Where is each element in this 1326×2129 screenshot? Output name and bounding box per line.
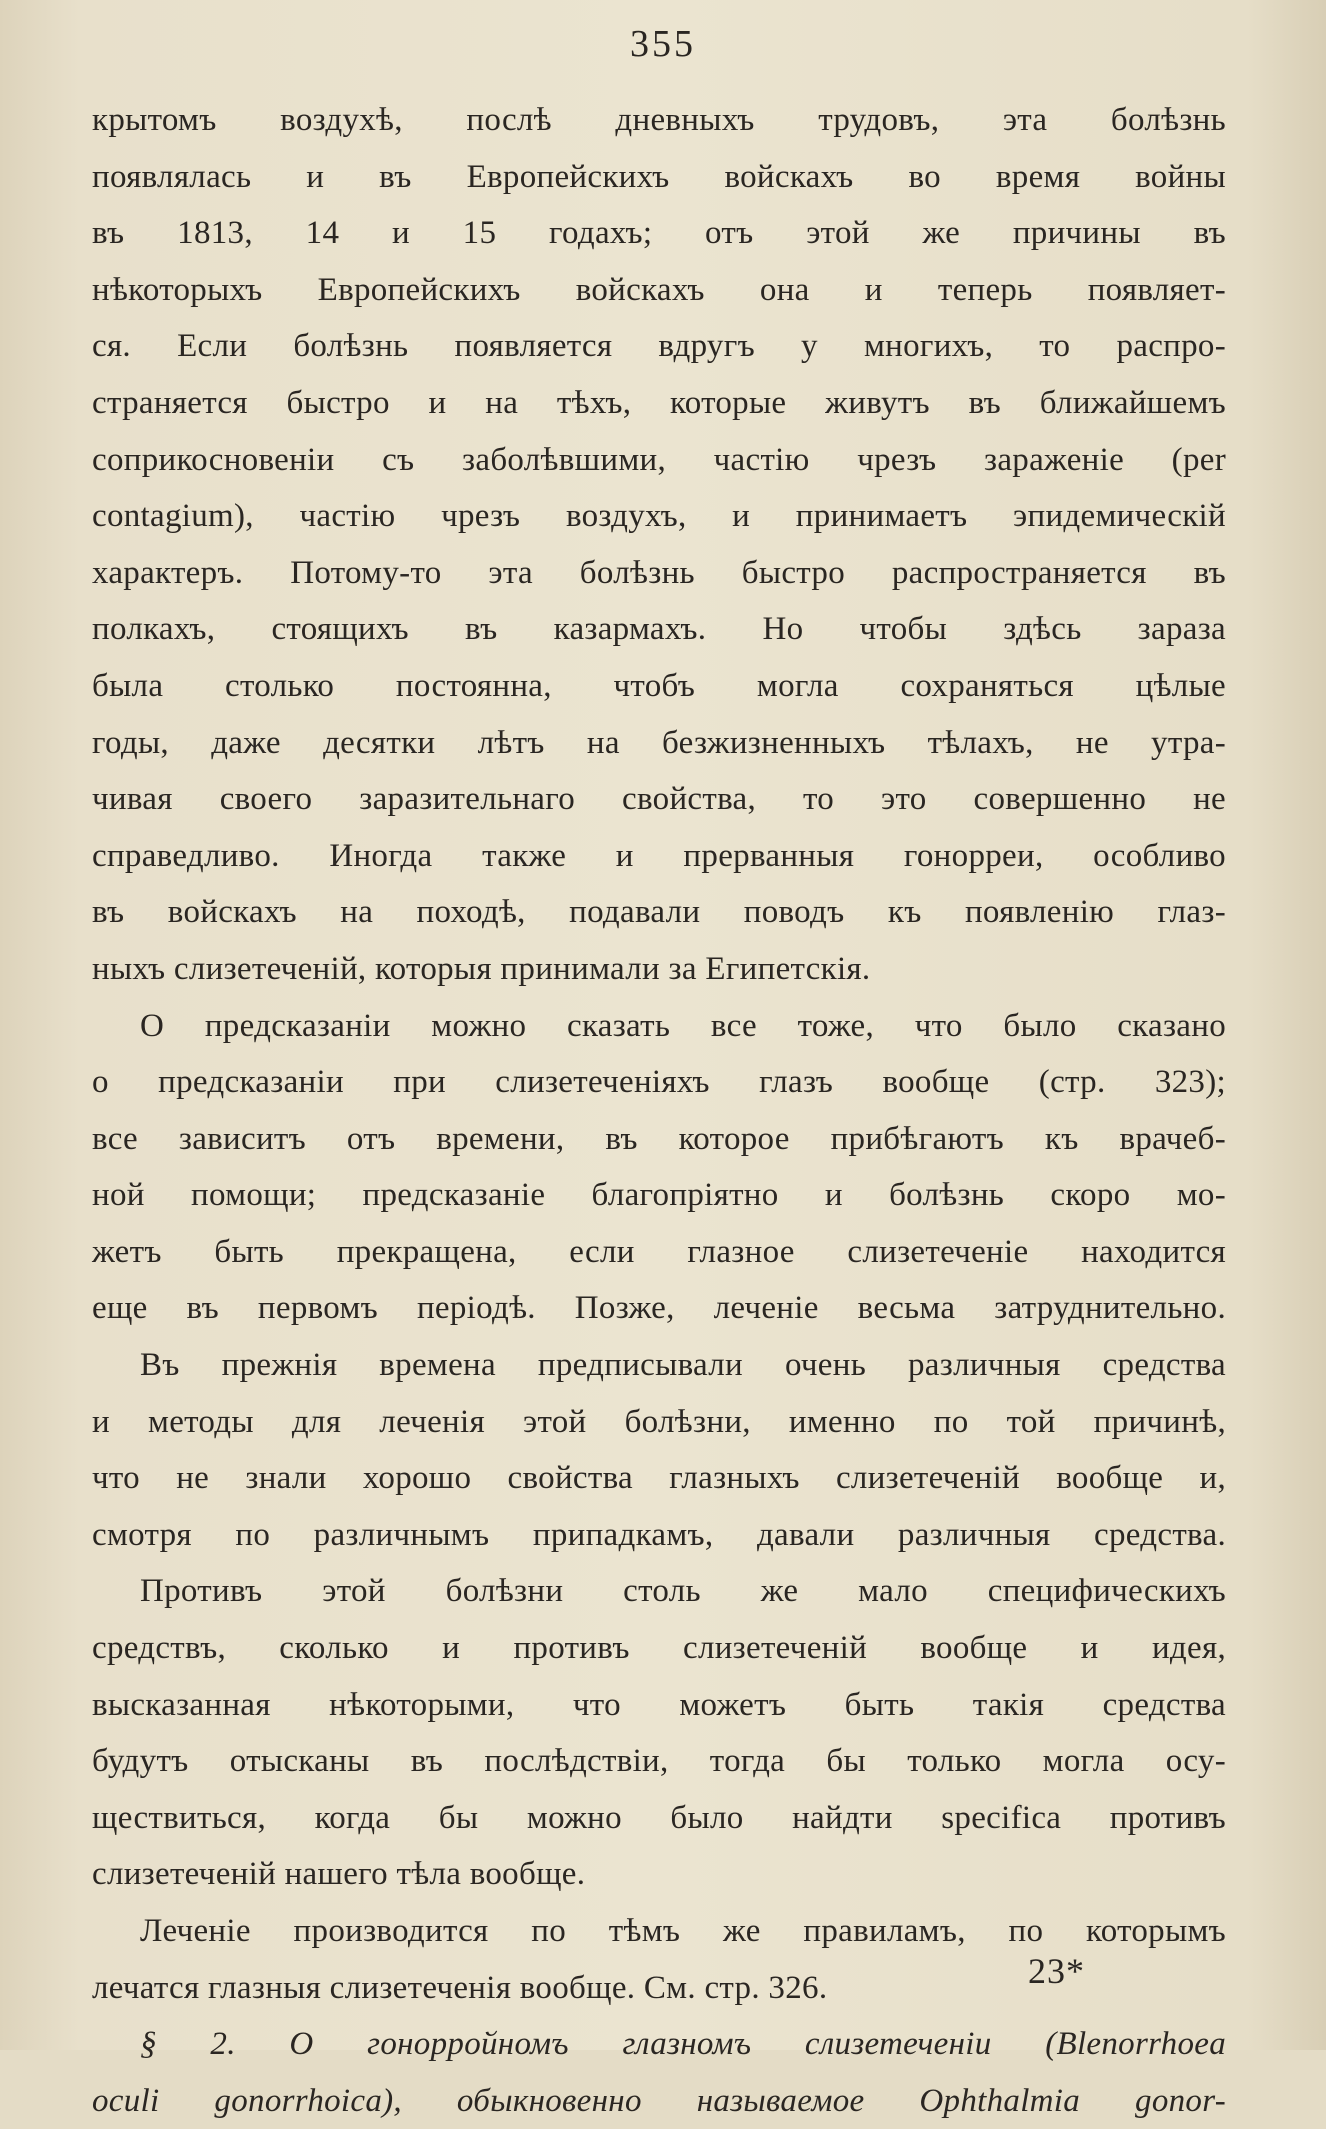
text-line: ныхъ слизетеченій, которыя принимали за Египетскія. [92, 950, 871, 987]
text-line: полкахъ, стоящихъ въ казармахъ. Но чтобы здѣсь зараза [92, 611, 1226, 648]
text-line: о предсказаніи при слизетеченіяхъ глазъ вообще (стр. 323); [92, 1064, 1226, 1101]
text-line: oculi gonorrhoica), обыкновенно называемое Ophthalmia gonor- [92, 2082, 1226, 2119]
text-line: годы, даже десятки лѣтъ на безжизненныхъ тѣлахъ, не утра- [92, 724, 1226, 761]
text-line: слизетеченій нашего тѣла вообще. [92, 1856, 586, 1893]
page-number: 355 [630, 23, 696, 65]
text-line: чивая своего заразительнаго свойства, то это совершенно не [92, 781, 1226, 818]
text-line: въ 1813, 14 и 15 годахъ; отъ этой же причины въ [92, 215, 1226, 252]
text-line: соприкосновеніи съ заболѣвшими, частію чрезъ зараженіе (per [92, 441, 1226, 478]
text-line: крытомъ воздухѣ, послѣ дневныхъ трудовъ, эта болѣзнь [92, 102, 1226, 138]
text-line: жетъ быть прекращена, если глазное слизетеченіе находится [92, 1233, 1226, 1270]
text-line: ной помощи; предсказаніе благопріятно и болѣзнь скоро мо- [92, 1177, 1226, 1214]
text-line: нѣкоторыхъ Европейскихъ войскахъ она и теперь появляет- [92, 271, 1226, 308]
text-line: что не знали хорошо свойства глазныхъ слизетеченій вообще и, [92, 1460, 1226, 1497]
signature-mark: 23* [1028, 1951, 1085, 1991]
text-line: характеръ. Потому-то эта болѣзнь быстро распространяется въ [92, 554, 1226, 591]
text-line: лечатся глазныя слизетеченія вообще. См. стр. 326. [92, 1969, 828, 2006]
text-line: будутъ отысканы въ послѣдствіи, тогда бы только могла осу- [92, 1743, 1226, 1780]
text-line: въ войскахъ на походѣ, подавали поводъ къ появленію глаз- [92, 894, 1226, 931]
text-line: средствъ, сколько и противъ слизетеченій вообще и идея, [92, 1630, 1226, 1667]
text-line: ся. Если болѣзнь появляется вдругъ у многихъ, то распро- [92, 328, 1226, 365]
text-line: высказанная нѣкоторыми, что можетъ быть такія средства [92, 1686, 1226, 1723]
text-line: еще въ первомъ періодѣ. Позже, леченіе весьма затруднительно. [92, 1290, 1226, 1327]
text-line: ществиться, когда бы можно было найдти specifica противъ [92, 1799, 1226, 1836]
text-line: Въ прежнія времена предписывали очень различныя средства [140, 1347, 1226, 1384]
text-line: Леченіе производится по тѣмъ же правиламъ, по которымъ [140, 1913, 1226, 1949]
body-text [92, 92, 1226, 2129]
text-line: contagium), частію чрезъ воздухъ, и принимаетъ эпидемическій [92, 498, 1226, 535]
text-line: § 2. О гонорройномъ глазномъ слизетеченіи (Blenorrhoea [140, 2026, 1226, 2063]
text-line: Противъ этой болѣзни столь же мало специфическихъ [140, 1573, 1226, 1610]
text-line: смотря по различнымъ припадкамъ, давали различныя средства. [92, 1516, 1226, 1553]
text-line: все зависитъ отъ времени, въ которое прибѣгаютъ къ врачеб- [92, 1120, 1226, 1157]
text-line: справедливо. Иногда также и прерванныя гонорреи, особливо [92, 837, 1226, 874]
text-line: появлялась и въ Европейскихъ войскахъ во время войны [92, 158, 1226, 195]
text-line: и методы для леченія этой болѣзни, именно по той причинѣ, [92, 1403, 1226, 1440]
text-line: страняется быстро и на тѣхъ, которые живутъ въ ближайшемъ [92, 384, 1226, 421]
text-line: О предсказаніи можно сказать все тоже, что было сказано [140, 1007, 1226, 1044]
text-line: была столько постоянна, чтобъ могла сохраняться цѣлые [92, 667, 1226, 704]
